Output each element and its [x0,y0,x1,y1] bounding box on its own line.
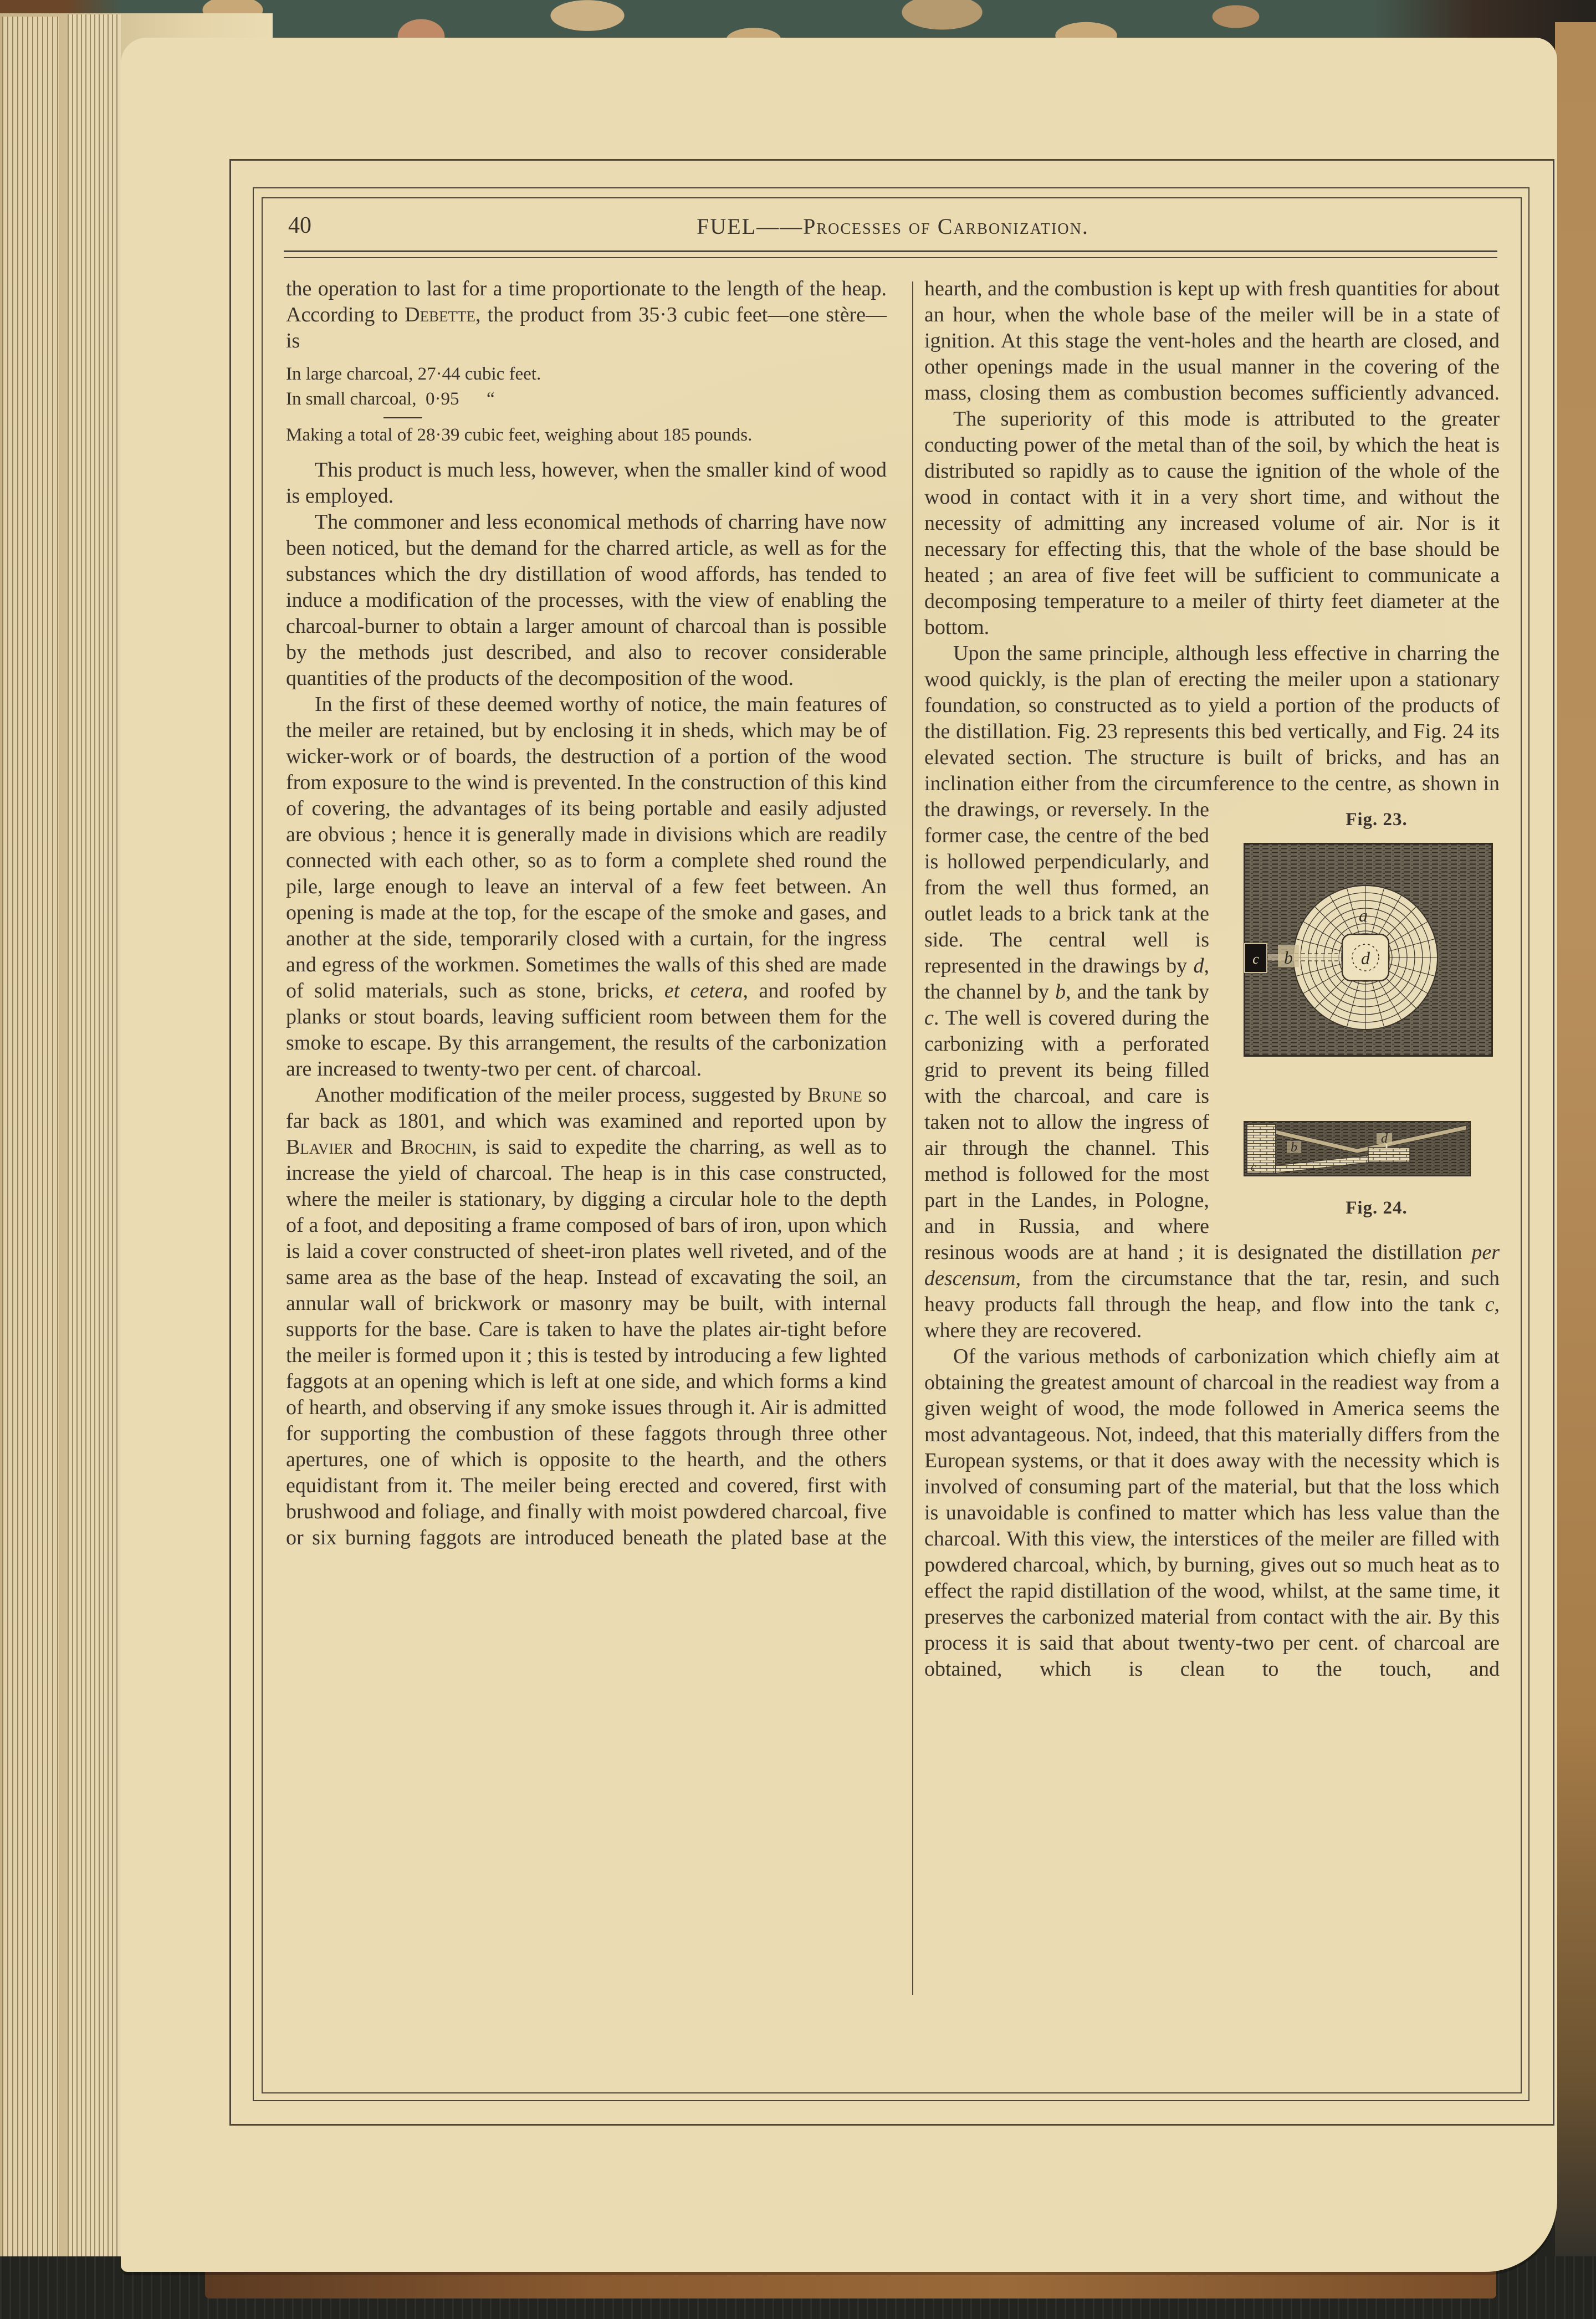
fig23-letter-b: b [1284,948,1293,967]
fig23-letter-a: a [1359,905,1368,925]
header-rule [284,250,1497,258]
fig23-letter-c: c [1252,951,1259,967]
paragraph: hearth, and the combustion is kept up with fresh quantities for about an hour, when the whole base of the meiler will be in a state of ignition. At this stage the vent-holes and the hearth are closed, and other openings made in the usual manner in the covering of the mass, closing them as combustion becomes sufficiently advanced. [924,277,1500,405]
paragraph: Of the various methods of carbonization which chiefly aim at obtaining the greatest amount of charcoal in the readiest way from a given weight of wood, the mode followed in America seems the most advantageous. Not, indeed, that this materially differs from the European systems, or that it does away with the necessity which is involved of consuming part of the material, but that the loss which is unavoidable is confined to matter which has less value than the charcoal. With this view, the interstices of the meiler are filled with powdered charcoal, which, by burning, gives out so much heat as to effect the rapid distillation of the wood, whilst, at the same time, it preserves the carbonized material from contact with the air. By this process it is said that about twenty-two per cent. of charcoal are obtained, which is clean to the touch, and [924,1345,1500,1681]
paragraph: the operation to last for a time proportionate to the length of the heap. According to Debette, the product from 35·3 cubic feet—one stère—is [286,277,887,352]
sum-rule [383,417,422,418]
fig24-letter-b: b [1291,1140,1297,1155]
total-line: Making a total of 28·39 cubic feet, weighing about 185 pounds. [286,425,753,445]
page-edge-stripes [2,17,59,2283]
measurement-line: In large charcoal, 27·44 cubic feet. [286,364,541,384]
fig24-engraving [1244,1121,1471,1176]
figure-block [1225,799,1500,1221]
running-header: FUEL——Processes of Carbonization. [697,214,1089,239]
fig23-caption: Fig. 23. [1346,810,1408,830]
fig24-caption: Fig. 24. [1346,1198,1408,1218]
paragraph: This product is much less, however, when the smaller kind of wood is employed. [286,458,887,508]
left-column [286,276,887,1682]
measurement-line: In small charcoal, 0·95 “ [286,389,495,409]
paragraph-text: former case, the centre of the bed is hollowed perpendicularly, and from the well thus formed, an outlet leads to a brick tank at the side. The central well is represented in the drawings by d, the channel by b, and the tank by c. The well is covered during the carbonizing with a perforated grid to prevent its being filled with the charcoal, and care is taken not to allow the ingress of air through the channel. This method is followed for the most part in the Landes, in Pologne, and in Russia, and where resinous woods are at hand ; it is designated the distillation per descensum, from the circumstance that the tar, resin, and such heavy products fall through the heap, and flow into the tank c, where they are recovered. [924,824,1500,1342]
page-number: 40 [288,213,311,238]
book-page-edge-right [1555,22,1596,2261]
fig24-letter-d: d [1381,1132,1388,1146]
fig23-letter-d: d [1361,948,1370,968]
fig24-letter-c: c [1251,1160,1256,1174]
page-content [286,276,1500,1682]
paragraph: The superiority of this mode is attributed to the greater conducting power of the metal than of the soil, by which the heat is distributed so rapidly as to cause the ignition of the whole of the wood in contact with it in a very short time, and without the necessity of admitting any increased volume of air. Nor is it necessary for effecting this, that the whole of the base should be heated ; an area of five feet will be sufficient to communicate a decomposing temperature to a meiler of thirty feet diameter at the bottom. [924,407,1500,639]
right-column [924,276,1500,1682]
paragraph: In the first of these deemed worthy of notice, the main features of the meiler are retained, but by enclosing it in sheds, which may be of wicker-work or of boards, the destruction of a portion of the wood from exposure to the wind is prevented. In the construction of this kind of covering, the advantages of its being portable and easily adjusted are obvious ; hence it is generally made in divisions which are readily connected with each other, so as to form a complete shed round the pile, large enough to leave an interval of a few feet between. An opening is made at the top, for the escape of the smoke and gases, and another at the side, temporarily closed with a curtain, for the ingress and egress of the workmen. Sometimes the walls of this shed are made of solid materials, such as stone, bricks, et cetera, and roofed by planks or stout boards, leaving sufficient room between them for the smoke to escape. By this arrangement, the results of the carbonization are increased to twenty-two per cent. of charcoal. [286,693,887,1081]
paragraph: The commoner and less economical methods of charring have now been noticed, but the demand for the charred article, as well as for the substances which the dry distillation of wood affords, has tended to induce a modification of the processes, with the view of enabling the charcoal-burner to obtain a larger amount of charcoal than is possible by the methods just described, and also to recover considerable quantities of the products of the decomposition of the wood. [286,510,887,690]
paragraph-text: Upon the same principle, although less effective in charring the wood quickly, is the plan of erecting the meiler upon a stationary foundation, so constructed as to yield a portion of the products of the distillation. Fig. 23 represents this bed vertically, and Fig. 24 its elevated section. The structure is built of bricks, and has an inclination either from the circumference to the centre, as shown in the drawings, or reversely. In the [924,642,1500,821]
paragraph: Another modification of the meiler process, suggested by Brune so far back as 1801, and which was examined and reported upon by Blavier and Brochin, is said to expedite the charring, as well as to increase the yield of charcoal. The heap is in this case constructed, where the meiler is stationary, by digging a circular hole to the depth of a foot, and depositing a frame composed of bars of iron, upon which is laid a cover constructed of sheet-iron plates well riveted, and of the same area as the base of the heap. Instead of excavating the soil, an annular wall of brickwork or masonry may be built, with internal supports for the base. Care is taken to have the plates air-tight before the meiler is formed upon it ; this is tested by introducing a few lighted faggots at an opening which is left at one side, and which forms a kind of hearth, and observing if any smoke issues through it. Air is admitted for supporting the combustion of these faggots through three other apertures, one of which is opposite to the hearth, and the others equidistant from it. The meiler being erected and covered, first with brushwood and foliage, and finally with moist powdered charcoal, five or six burning faggots are introduced beneath the plated base at the [286,1083,887,1549]
fig23-engraving [1244,843,1493,1057]
paragraph-with-figures [924,641,1500,1344]
page-edge-stripes [68,14,121,2285]
